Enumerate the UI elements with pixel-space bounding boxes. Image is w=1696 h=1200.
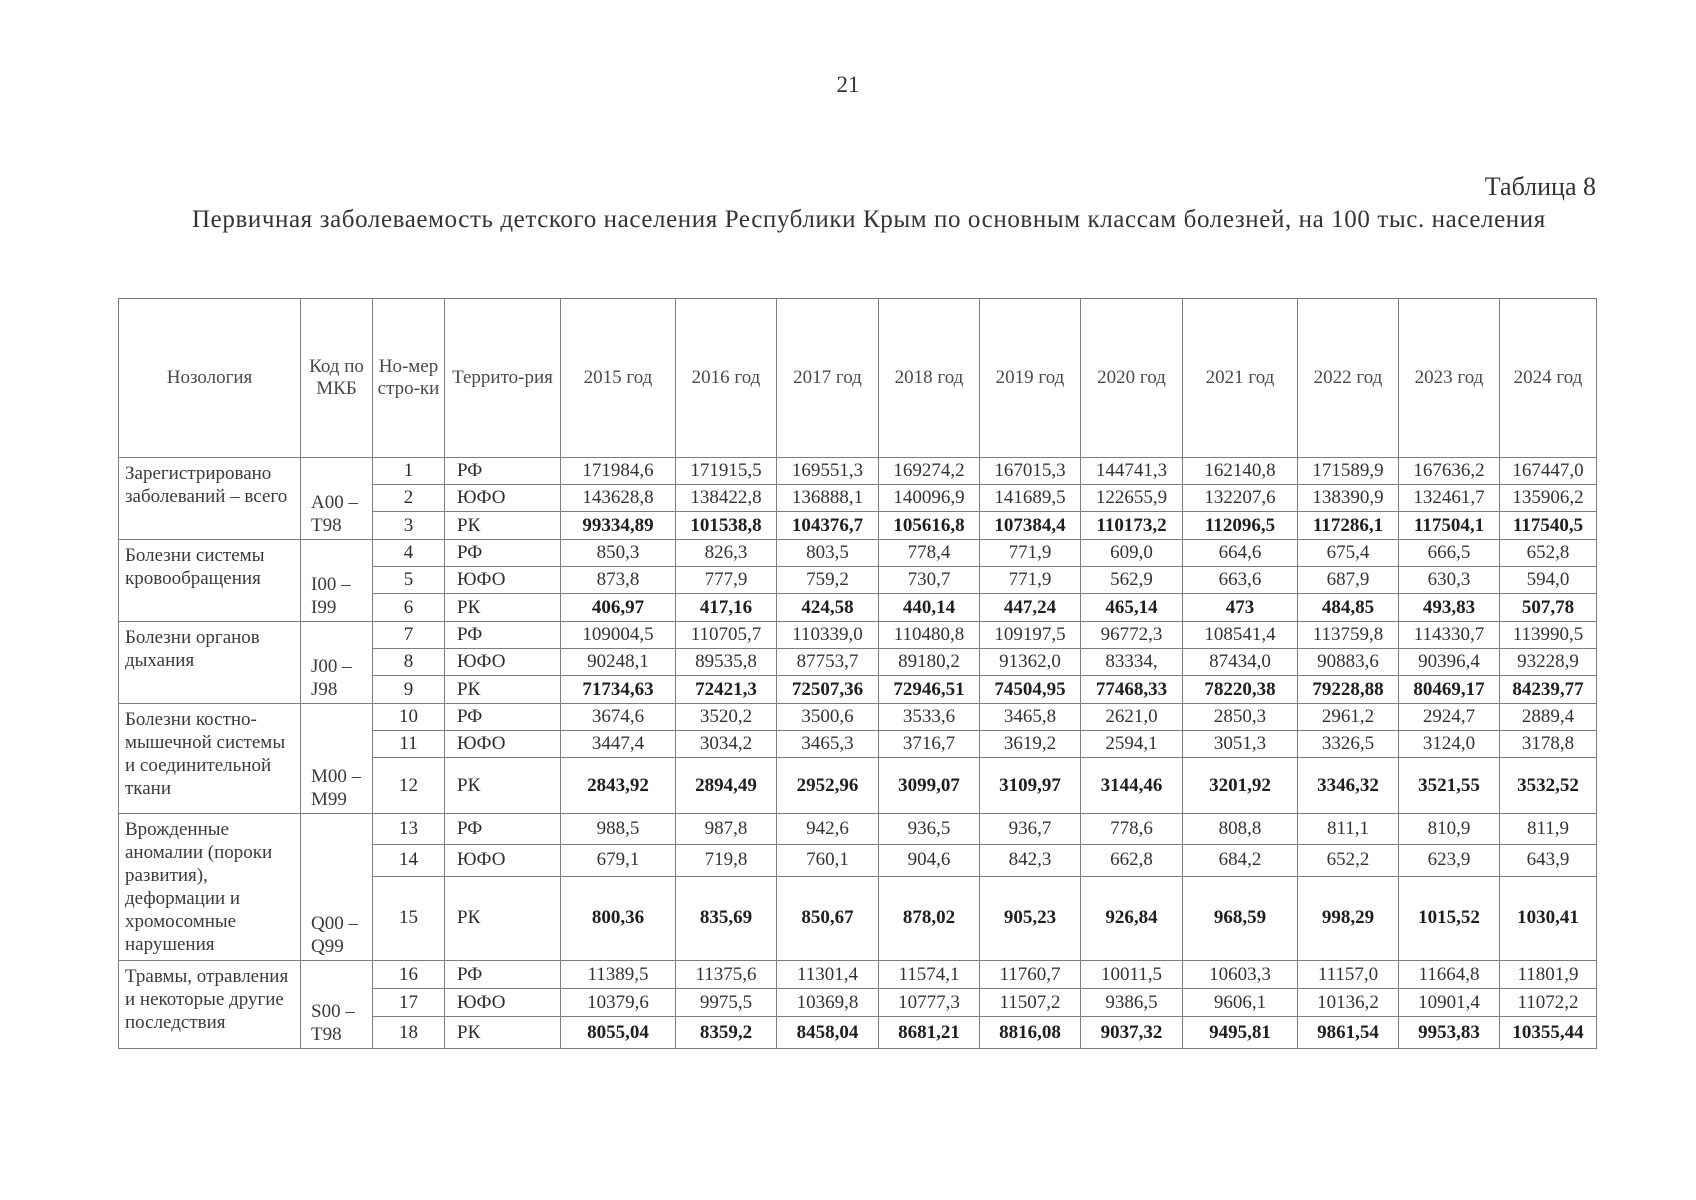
value-cell: 3619,2 <box>980 731 1081 758</box>
table-number: Таблица 8 <box>1484 172 1596 201</box>
value-cell: 72946,51 <box>879 676 980 704</box>
nosology-cell: Врожденные аномалии (пороки развития), деформации и хромосомные нарушения <box>119 814 301 961</box>
value-cell: 850,3 <box>561 540 676 567</box>
value-cell: 440,14 <box>879 594 980 622</box>
value-cell: 169551,3 <box>777 458 879 485</box>
value-cell: 2843,92 <box>561 758 676 814</box>
value-cell: 2924,7 <box>1399 704 1500 731</box>
row-number-cell: 5 <box>373 567 445 594</box>
value-cell: 873,8 <box>561 567 676 594</box>
value-cell: 135906,2 <box>1500 485 1597 512</box>
value-cell: 11389,5 <box>561 961 676 989</box>
value-cell: 11760,7 <box>980 961 1081 989</box>
value-cell: 942,6 <box>777 814 879 845</box>
nosology-cell: Травмы, отравления и некоторые другие последствия <box>119 961 301 1049</box>
value-cell: 771,9 <box>980 540 1081 567</box>
value-cell: 140096,9 <box>879 485 980 512</box>
value-cell: 110173,2 <box>1081 512 1183 540</box>
territory-cell: РК <box>445 512 561 540</box>
header-year: 2015 год <box>561 299 676 458</box>
header-year: 2024 год <box>1500 299 1597 458</box>
value-cell: 2961,2 <box>1298 704 1399 731</box>
value-cell: 99334,89 <box>561 512 676 540</box>
value-cell: 988,5 <box>561 814 676 845</box>
value-cell: 9606,1 <box>1183 989 1298 1017</box>
value-cell: 87434,0 <box>1183 649 1298 676</box>
value-cell: 664,6 <box>1183 540 1298 567</box>
value-cell: 83334, <box>1081 649 1183 676</box>
value-cell: 9975,5 <box>676 989 777 1017</box>
value-cell: 10901,4 <box>1399 989 1500 1017</box>
value-cell: 171915,5 <box>676 458 777 485</box>
value-cell: 122655,9 <box>1081 485 1183 512</box>
value-cell: 10379,6 <box>561 989 676 1017</box>
value-cell: 71734,63 <box>561 676 676 704</box>
value-cell: 79228,88 <box>1298 676 1399 704</box>
value-cell: 9495,81 <box>1183 1017 1298 1049</box>
value-cell: 730,7 <box>879 567 980 594</box>
icd-code-cell: A00 – T98 <box>301 458 373 540</box>
value-cell: 10369,8 <box>777 989 879 1017</box>
value-cell: 11507,2 <box>980 989 1081 1017</box>
row-number-cell: 4 <box>373 540 445 567</box>
header-year: 2018 год <box>879 299 980 458</box>
value-cell: 10011,5 <box>1081 961 1183 989</box>
value-cell: 684,2 <box>1183 845 1298 876</box>
row-number-cell: 12 <box>373 758 445 814</box>
value-cell: 878,02 <box>879 876 980 961</box>
value-cell: 968,59 <box>1183 876 1298 961</box>
value-cell: 9386,5 <box>1081 989 1183 1017</box>
value-cell: 3674,6 <box>561 704 676 731</box>
value-cell: 136888,1 <box>777 485 879 512</box>
territory-cell: РФ <box>445 704 561 731</box>
territory-cell: РФ <box>445 622 561 649</box>
table-row <box>119 540 1597 567</box>
icd-code-cell: S00 – T98 <box>301 961 373 1049</box>
header-year: 2020 год <box>1081 299 1183 458</box>
table-row <box>119 961 1597 989</box>
territory-cell: ЮФО <box>445 845 561 876</box>
value-cell: 3099,07 <box>879 758 980 814</box>
value-cell: 675,4 <box>1298 540 1399 567</box>
value-cell: 447,24 <box>980 594 1081 622</box>
value-cell: 1015,52 <box>1399 876 1500 961</box>
header-nosology: Нозология <box>119 299 301 458</box>
value-cell: 107384,4 <box>980 512 1081 540</box>
row-number-cell: 7 <box>373 622 445 649</box>
territory-cell: РК <box>445 1017 561 1049</box>
value-cell: 936,5 <box>879 814 980 845</box>
value-cell: 9037,32 <box>1081 1017 1183 1049</box>
value-cell: 2894,49 <box>676 758 777 814</box>
value-cell: 835,69 <box>676 876 777 961</box>
territory-cell: РК <box>445 594 561 622</box>
row-number-cell: 10 <box>373 704 445 731</box>
value-cell: 8359,2 <box>676 1017 777 1049</box>
nosology-cell: Болезни костно-мышечной системы и соединительной ткани <box>119 704 301 814</box>
row-number-cell: 17 <box>373 989 445 1017</box>
value-cell: 759,2 <box>777 567 879 594</box>
table-row <box>119 814 1597 845</box>
value-cell: 77468,33 <box>1081 676 1183 704</box>
value-cell: 719,8 <box>676 845 777 876</box>
value-cell: 666,5 <box>1399 540 1500 567</box>
icd-code-cell: I00 – I99 <box>301 540 373 622</box>
value-cell: 110339,0 <box>777 622 879 649</box>
nosology-cell: Болезни системы кровообращения <box>119 540 301 622</box>
value-cell: 811,9 <box>1500 814 1597 845</box>
value-cell: 117540,5 <box>1500 512 1597 540</box>
value-cell: 72421,3 <box>676 676 777 704</box>
value-cell: 562,9 <box>1081 567 1183 594</box>
value-cell: 904,6 <box>879 845 980 876</box>
value-cell: 417,16 <box>676 594 777 622</box>
territory-cell: РФ <box>445 814 561 845</box>
value-cell: 138422,8 <box>676 485 777 512</box>
value-cell: 74504,95 <box>980 676 1081 704</box>
value-cell: 778,4 <box>879 540 980 567</box>
territory-cell: РК <box>445 676 561 704</box>
row-number-cell: 2 <box>373 485 445 512</box>
value-cell: 167636,2 <box>1399 458 1500 485</box>
value-cell: 507,78 <box>1500 594 1597 622</box>
value-cell: 11375,6 <box>676 961 777 989</box>
value-cell: 93228,9 <box>1500 649 1597 676</box>
value-cell: 800,36 <box>561 876 676 961</box>
icd-code-cell: J00 – J98 <box>301 622 373 704</box>
value-cell: 171589,9 <box>1298 458 1399 485</box>
value-cell: 424,58 <box>777 594 879 622</box>
territory-cell: ЮФО <box>445 731 561 758</box>
value-cell: 936,7 <box>980 814 1081 845</box>
value-cell: 406,97 <box>561 594 676 622</box>
nosology-cell: Болезни органов дыхания <box>119 622 301 704</box>
value-cell: 132207,6 <box>1183 485 1298 512</box>
table-row <box>119 458 1597 485</box>
value-cell: 771,9 <box>980 567 1081 594</box>
value-cell: 3201,92 <box>1183 758 1298 814</box>
row-number-cell: 18 <box>373 1017 445 1049</box>
value-cell: 2621,0 <box>1081 704 1183 731</box>
territory-cell: ЮФО <box>445 649 561 676</box>
value-cell: 811,1 <box>1298 814 1399 845</box>
value-cell: 662,8 <box>1081 845 1183 876</box>
value-cell: 113990,5 <box>1500 622 1597 649</box>
row-number-cell: 13 <box>373 814 445 845</box>
row-number-cell: 14 <box>373 845 445 876</box>
value-cell: 112096,5 <box>1183 512 1298 540</box>
value-cell: 167447,0 <box>1500 458 1597 485</box>
value-cell: 926,84 <box>1081 876 1183 961</box>
value-cell: 10355,44 <box>1500 1017 1597 1049</box>
value-cell: 114330,7 <box>1399 622 1500 649</box>
value-cell: 162140,8 <box>1183 458 1298 485</box>
value-cell: 110480,8 <box>879 622 980 649</box>
value-cell: 3144,46 <box>1081 758 1183 814</box>
table-body <box>119 458 1597 1049</box>
header-year: 2016 год <box>676 299 777 458</box>
value-cell: 96772,3 <box>1081 622 1183 649</box>
icd-code-cell: M00 – M99 <box>301 704 373 814</box>
value-cell: 10136,2 <box>1298 989 1399 1017</box>
value-cell: 109004,5 <box>561 622 676 649</box>
value-cell: 679,1 <box>561 845 676 876</box>
value-cell: 3326,5 <box>1298 731 1399 758</box>
row-number-cell: 9 <box>373 676 445 704</box>
row-number-cell: 15 <box>373 876 445 961</box>
value-cell: 11301,4 <box>777 961 879 989</box>
value-cell: 110705,7 <box>676 622 777 649</box>
value-cell: 11664,8 <box>1399 961 1500 989</box>
value-cell: 9953,83 <box>1399 1017 1500 1049</box>
header-row-number: Но-мер стро-ки <box>373 299 445 458</box>
value-cell: 3533,6 <box>879 704 980 731</box>
nosology-cell: Зарегистрировано заболеваний – всего <box>119 458 301 540</box>
value-cell: 2952,96 <box>777 758 879 814</box>
value-cell: 465,14 <box>1081 594 1183 622</box>
value-cell: 1030,41 <box>1500 876 1597 961</box>
row-number-cell: 6 <box>373 594 445 622</box>
value-cell: 3465,8 <box>980 704 1081 731</box>
value-cell: 138390,9 <box>1298 485 1399 512</box>
value-cell: 3034,2 <box>676 731 777 758</box>
row-number-cell: 16 <box>373 961 445 989</box>
value-cell: 473 <box>1183 594 1298 622</box>
value-cell: 91362,0 <box>980 649 1081 676</box>
header-icd-code: Код по МКБ <box>301 299 373 458</box>
value-cell: 8458,04 <box>777 1017 879 1049</box>
value-cell: 11157,0 <box>1298 961 1399 989</box>
header-territory: Террито-рия <box>445 299 561 458</box>
value-cell: 3447,4 <box>561 731 676 758</box>
value-cell: 3520,2 <box>676 704 777 731</box>
value-cell: 132461,7 <box>1399 485 1500 512</box>
value-cell: 90248,1 <box>561 649 676 676</box>
value-cell: 652,2 <box>1298 845 1399 876</box>
territory-cell: РФ <box>445 961 561 989</box>
value-cell: 987,8 <box>676 814 777 845</box>
value-cell: 169274,2 <box>879 458 980 485</box>
value-cell: 905,23 <box>980 876 1081 961</box>
value-cell: 594,0 <box>1500 567 1597 594</box>
value-cell: 850,67 <box>777 876 879 961</box>
header-year: 2017 год <box>777 299 879 458</box>
value-cell: 171984,6 <box>561 458 676 485</box>
value-cell: 3521,55 <box>1399 758 1500 814</box>
territory-cell: ЮФО <box>445 567 561 594</box>
icd-code-cell: Q00 – Q99 <box>301 814 373 961</box>
value-cell: 652,8 <box>1500 540 1597 567</box>
value-cell: 80469,17 <box>1399 676 1500 704</box>
value-cell: 11072,2 <box>1500 989 1597 1017</box>
value-cell: 8816,08 <box>980 1017 1081 1049</box>
value-cell: 9861,54 <box>1298 1017 1399 1049</box>
value-cell: 117504,1 <box>1399 512 1500 540</box>
value-cell: 143628,8 <box>561 485 676 512</box>
row-number-cell: 11 <box>373 731 445 758</box>
value-cell: 760,1 <box>777 845 879 876</box>
value-cell: 108541,4 <box>1183 622 1298 649</box>
value-cell: 623,9 <box>1399 845 1500 876</box>
value-cell: 810,9 <box>1399 814 1500 845</box>
value-cell: 167015,3 <box>980 458 1081 485</box>
header-year: 2022 год <box>1298 299 1399 458</box>
value-cell: 78220,38 <box>1183 676 1298 704</box>
value-cell: 826,3 <box>676 540 777 567</box>
value-cell: 2889,4 <box>1500 704 1597 731</box>
page-number: 21 <box>836 72 860 97</box>
value-cell: 777,9 <box>676 567 777 594</box>
value-cell: 144741,3 <box>1081 458 1183 485</box>
header-year: 2019 год <box>980 299 1081 458</box>
table-row <box>119 622 1597 649</box>
value-cell: 10603,3 <box>1183 961 1298 989</box>
value-cell: 3465,3 <box>777 731 879 758</box>
value-cell: 117286,1 <box>1298 512 1399 540</box>
value-cell: 630,3 <box>1399 567 1500 594</box>
value-cell: 105616,8 <box>879 512 980 540</box>
value-cell: 3500,6 <box>777 704 879 731</box>
value-cell: 90883,6 <box>1298 649 1399 676</box>
header-year: 2021 год <box>1183 299 1298 458</box>
value-cell: 643,9 <box>1500 845 1597 876</box>
value-cell: 11801,9 <box>1500 961 1597 989</box>
territory-cell: РФ <box>445 540 561 567</box>
territory-cell: ЮФО <box>445 485 561 512</box>
value-cell: 778,6 <box>1081 814 1183 845</box>
value-cell: 3716,7 <box>879 731 980 758</box>
value-cell: 90396,4 <box>1399 649 1500 676</box>
header-row <box>119 299 1597 458</box>
value-cell: 141689,5 <box>980 485 1081 512</box>
value-cell: 8055,04 <box>561 1017 676 1049</box>
value-cell: 11574,1 <box>879 961 980 989</box>
value-cell: 87753,7 <box>777 649 879 676</box>
value-cell: 3124,0 <box>1399 731 1500 758</box>
territory-cell: РК <box>445 758 561 814</box>
value-cell: 10777,3 <box>879 989 980 1017</box>
value-cell: 493,83 <box>1399 594 1500 622</box>
value-cell: 113759,8 <box>1298 622 1399 649</box>
value-cell: 3109,97 <box>980 758 1081 814</box>
row-number-cell: 3 <box>373 512 445 540</box>
territory-cell: ЮФО <box>445 989 561 1017</box>
value-cell: 3532,52 <box>1500 758 1597 814</box>
value-cell: 109197,5 <box>980 622 1081 649</box>
row-number-cell: 8 <box>373 649 445 676</box>
value-cell: 89180,2 <box>879 649 980 676</box>
territory-cell: РФ <box>445 458 561 485</box>
value-cell: 808,8 <box>1183 814 1298 845</box>
territory-cell: РК <box>445 876 561 961</box>
header-year: 2023 год <box>1399 299 1500 458</box>
value-cell: 803,5 <box>777 540 879 567</box>
value-cell: 998,29 <box>1298 876 1399 961</box>
value-cell: 3178,8 <box>1500 731 1597 758</box>
value-cell: 89535,8 <box>676 649 777 676</box>
value-cell: 842,3 <box>980 845 1081 876</box>
value-cell: 101538,8 <box>676 512 777 540</box>
row-number-cell: 1 <box>373 458 445 485</box>
value-cell: 609,0 <box>1081 540 1183 567</box>
value-cell: 2850,3 <box>1183 704 1298 731</box>
morbidity-table <box>118 298 1597 1049</box>
value-cell: 8681,21 <box>879 1017 980 1049</box>
value-cell: 104376,7 <box>777 512 879 540</box>
value-cell: 663,6 <box>1183 567 1298 594</box>
table-row <box>119 704 1597 731</box>
table-caption: Первичная заболеваемость детского населения Республики Крым по основным классам болезней, на 100 тыс. населения <box>192 206 1546 233</box>
value-cell: 3346,32 <box>1298 758 1399 814</box>
value-cell: 484,85 <box>1298 594 1399 622</box>
value-cell: 687,9 <box>1298 567 1399 594</box>
value-cell: 84239,77 <box>1500 676 1597 704</box>
value-cell: 3051,3 <box>1183 731 1298 758</box>
value-cell: 72507,36 <box>777 676 879 704</box>
value-cell: 2594,1 <box>1081 731 1183 758</box>
